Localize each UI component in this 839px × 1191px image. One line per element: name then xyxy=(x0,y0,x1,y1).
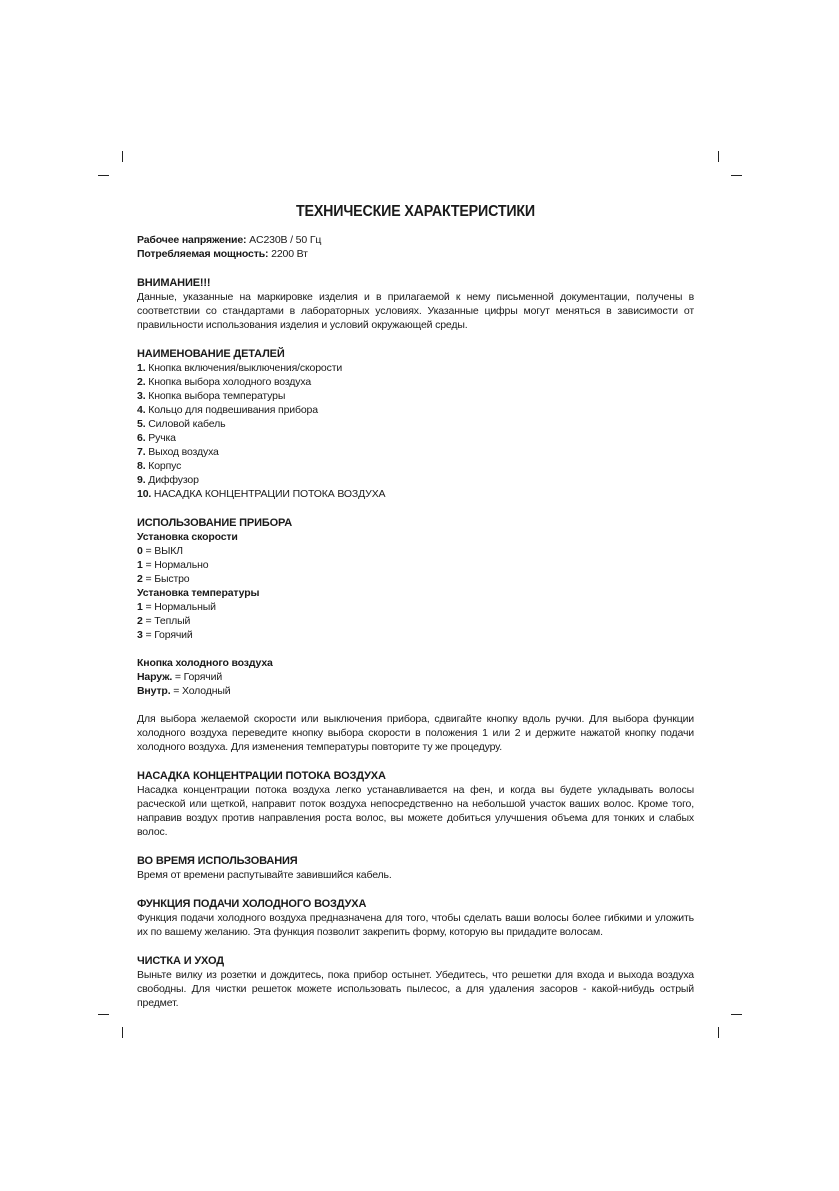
item-number: 10. xyxy=(137,488,152,500)
nozzle-section xyxy=(137,769,694,839)
item-number: 6. xyxy=(137,432,146,444)
spec-value: AC230В / 50 Гц xyxy=(246,234,322,246)
crop-mark-top-right-horizontal xyxy=(731,175,742,176)
list-item xyxy=(137,670,694,684)
specs xyxy=(137,233,694,261)
list-item xyxy=(137,628,694,642)
item-key: 0 xyxy=(137,545,143,557)
item-text: Кнопка включения/выключения/скорости xyxy=(145,362,343,374)
item-text: = Нормальный xyxy=(142,601,216,613)
spec-power xyxy=(137,247,694,261)
item-text: НАСАДКА КОНЦЕНТРАЦИИ ПОТОКА ВОЗДУХА xyxy=(151,488,386,500)
cleaning-section xyxy=(137,954,694,1010)
list-item xyxy=(137,375,694,389)
cold-function-section xyxy=(137,897,694,939)
item-number: 9. xyxy=(137,474,146,486)
crop-mark-bottom-left-horizontal xyxy=(98,1014,109,1015)
list-item xyxy=(137,614,694,628)
item-key: 2 xyxy=(137,615,143,627)
item-text: = ВЫКЛ xyxy=(142,545,183,557)
crop-mark-top-left-horizontal xyxy=(98,175,109,176)
item-key: 2 xyxy=(137,573,143,585)
list-item xyxy=(137,558,694,572)
item-key: 1 xyxy=(137,559,143,571)
parts-section xyxy=(137,347,694,501)
section-heading: ВНИМАНИЕ!!! xyxy=(137,277,211,289)
list-item xyxy=(137,361,694,375)
item-text: Ручка xyxy=(145,432,176,444)
list-item xyxy=(137,403,694,417)
section-heading: ВО ВРЕМЯ ИСПОЛЬЗОВАНИЯ xyxy=(137,855,298,867)
item-text: Кнопка выбора холодного воздуха xyxy=(145,376,312,388)
list-item xyxy=(137,417,694,431)
crop-mark-bottom-right-vertical xyxy=(718,1027,719,1038)
crop-mark-top-left-vertical xyxy=(122,151,123,162)
item-key: 3 xyxy=(137,629,143,641)
item-text: = Холодный xyxy=(170,685,231,697)
list-item xyxy=(137,445,694,459)
item-number: 1. xyxy=(137,362,146,374)
speed-heading: Установка скорости xyxy=(137,531,238,543)
item-number: 4. xyxy=(137,404,146,416)
list-item xyxy=(137,684,694,698)
item-text: Выход воздуха xyxy=(145,446,219,458)
item-text: = Горячий xyxy=(142,629,193,641)
crop-mark-bottom-left-vertical xyxy=(122,1027,123,1038)
list-item xyxy=(137,389,694,403)
item-number: 7. xyxy=(137,446,146,458)
crop-mark-bottom-right-horizontal xyxy=(731,1014,742,1015)
section-heading: НАИМЕНОВАНИЕ ДЕТАЛЕЙ xyxy=(137,348,285,360)
crop-mark-top-right-vertical xyxy=(718,151,719,162)
spec-value: 2200 Вт xyxy=(268,248,308,260)
section-text: Для выбора желаемой скорости или выключения прибора, сдвигайте кнопку вдоль ручки. Для выбора функции холодного воздуха переведите кнопку выбора скорости в положения 1 или 2 и держите нажатой кнопку подачи холодного воздуха. Для изменения температуры повторите ту же процедуру. xyxy=(137,713,694,753)
temperature-heading: Установка температуры xyxy=(137,587,260,599)
section-heading: НАСАДКА КОНЦЕНТРАЦИИ ПОТОКА ВОЗДУХА xyxy=(137,770,386,782)
item-number: 2. xyxy=(137,376,146,388)
section-text: Данные, указанные на маркировке изделия и в прилагаемой к нему письменной документации, получены в соответствии со стандартами в лабораторных условиях. Указанные цифры могут меняться в зависимости от правильности использования изделия и условий окружающей среды. xyxy=(137,291,694,331)
item-text: = Быстро xyxy=(142,573,190,585)
item-number: 8. xyxy=(137,460,146,472)
section-text: Функция подачи холодного воздуха предназначена для того, чтобы сделать ваши волосы более гибкими и уложить их по вашему желанию. Эта функция позволит закрепить форму, которую вы придадите волосам. xyxy=(137,912,694,938)
page-title: ТЕХНИЧЕСКИЕ ХАРАКТЕРИСТИКИ xyxy=(295,203,536,220)
list-item xyxy=(137,473,694,487)
item-text: Корпус xyxy=(145,460,182,472)
section-heading: ИСПОЛЬЗОВАНИЕ ПРИБОРА xyxy=(137,517,293,529)
document-body xyxy=(137,203,694,1010)
spec-label: Потребляемая мощность: xyxy=(137,248,269,260)
list-item xyxy=(137,600,694,614)
usage-section xyxy=(137,516,694,754)
list-item xyxy=(137,544,694,558)
item-text: = Нормально xyxy=(142,559,209,571)
item-key: Внутр. xyxy=(137,685,171,697)
spec-label: Рабочее напряжение: xyxy=(137,234,247,246)
during-use-section xyxy=(137,854,694,882)
list-item xyxy=(137,572,694,586)
list-item xyxy=(137,487,694,501)
item-number: 5. xyxy=(137,418,146,430)
section-text: Насадка концентрации потока воздуха легко устанавливается на фен, и когда вы будете укладывать волосы расческой или щеткой, направит поток воздуха непосредственно на небольшой участок ваших волос. Кроме того, направив воздух против направления роста волос, вы можете добиться улучшения объема для тонких и слабых волос. xyxy=(137,784,694,838)
item-key: Наруж. xyxy=(137,671,173,683)
section-text: Время от времени распутывайте завившийся кабель. xyxy=(137,869,392,881)
list-item xyxy=(137,459,694,473)
spec-voltage xyxy=(137,233,694,247)
item-number: 3. xyxy=(137,390,146,402)
item-text: = Горячий xyxy=(172,671,223,683)
section-heading: ФУНКЦИЯ ПОДАЧИ ХОЛОДНОГО ВОЗДУХА xyxy=(137,898,367,910)
item-text: Кнопка выбора температуры xyxy=(145,390,286,402)
item-text: Кольцо для подвешивания прибора xyxy=(145,404,318,416)
item-text: Силовой кабель xyxy=(145,418,226,430)
warning-section xyxy=(137,276,694,332)
item-text: Диффузор xyxy=(145,474,199,486)
item-key: 1 xyxy=(137,601,143,613)
item-text: = Теплый xyxy=(142,615,191,627)
cold-button-heading: Кнопка холодного воздуха xyxy=(137,657,273,669)
section-text: Выньте вилку из розетки и дождитесь, пока прибор остынет. Убедитесь, что решетки для входа и выхода воздуха свободны. Для чистки решеток можете использовать пылесос, а для удаления засоров - какой-нибудь острый предмет. xyxy=(137,969,694,1009)
list-item xyxy=(137,431,694,445)
section-heading: ЧИСТКА И УХОД xyxy=(137,955,224,967)
